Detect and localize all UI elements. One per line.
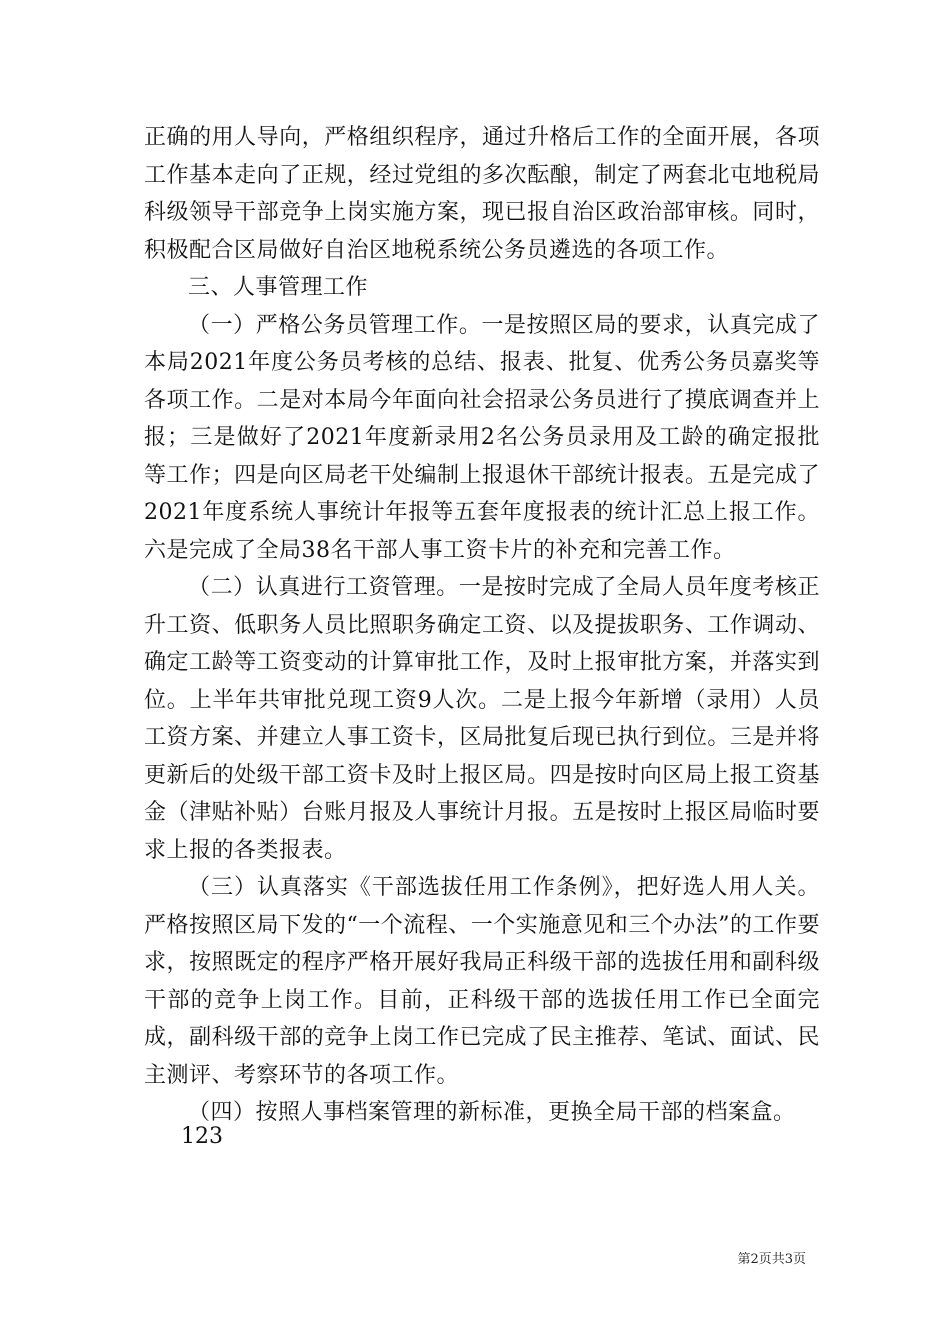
trailing-number: 123 xyxy=(181,1124,223,1149)
paragraph-salary-management: （二）认真进行工资管理。一是按时完成了全局人员年度考核正升工资、低职务人员比照职务确定工资、以及提拔职务、工作调动、确定工龄等工资变动的计算审批工作，及时上报审批方案，并落实到位。上半年共审批兑现工资9人次。二是上报今年新增（录用）人员工资方案、并建立人事工资卡，区局批复后现已执行到位。三是并将更新后的处级干部工资卡及时上报区局。四是按时向区局上报工资基金（津贴补贴）台账月报及人事统计月报。五是按时上报区局临时要求上报的各类报表。 xyxy=(144,575,820,863)
paragraph-civil-servant-management: （一）严格公务员管理工作。一是按照区局的要求，认真完成了本局2021年度公务员考核的总结、报表、批复、优秀公务员嘉奖等各项工作。二是对本局今年面向社会招录公务员进行了摸底调查并上报；三是做好了2021年度新录用2名公务员录用及工龄的确定报批等工作；四是向区局老干处编制上报退休干部统计报表。五是完成了2021年度系统人事统计年报等五套年度报表的统计汇总上报工作。六是完成了全局38名干部人事工资卡片的补充和完善工作。 xyxy=(144,312,820,563)
document-body xyxy=(144,119,820,1132)
paragraph-cadre-selection: （三）认真落实《干部选拔任用工作条例》，把好选人用人关。严格按照区局下发的“一个流程、一个实施意见和三个办法”的工作要求，按照既定的程序严格开展好我局正科级干部的选拔任用和副科级干部的竞争上岗工作。目前，正科级干部的选拔任用工作已全面完成，副科级干部的竞争上岗工作已完成了民主推荐、笔试、面试、民主测评、考察环节的各项工作。 xyxy=(144,875,820,1088)
section-heading: 三、人事管理工作 xyxy=(188,275,369,300)
paragraph-archive-management: （四）按照人事档案管理的新标准，更换全局干部的档案盒。 xyxy=(188,1100,796,1125)
page-counter: 第2页共3页 xyxy=(737,1252,806,1267)
paragraph-continuation: 正确的用人导向，严格组织程序，通过升格后工作的全面开展，各项工作基本走向了正规，经过党组的多次酝酿，制定了两套北屯地税局科级领导干部竞争上岗实施方案，现已报自治区政治部审核。同时，积极配合区局做好自治区地税系统公务员遴选的各项工作。 xyxy=(144,125,820,263)
